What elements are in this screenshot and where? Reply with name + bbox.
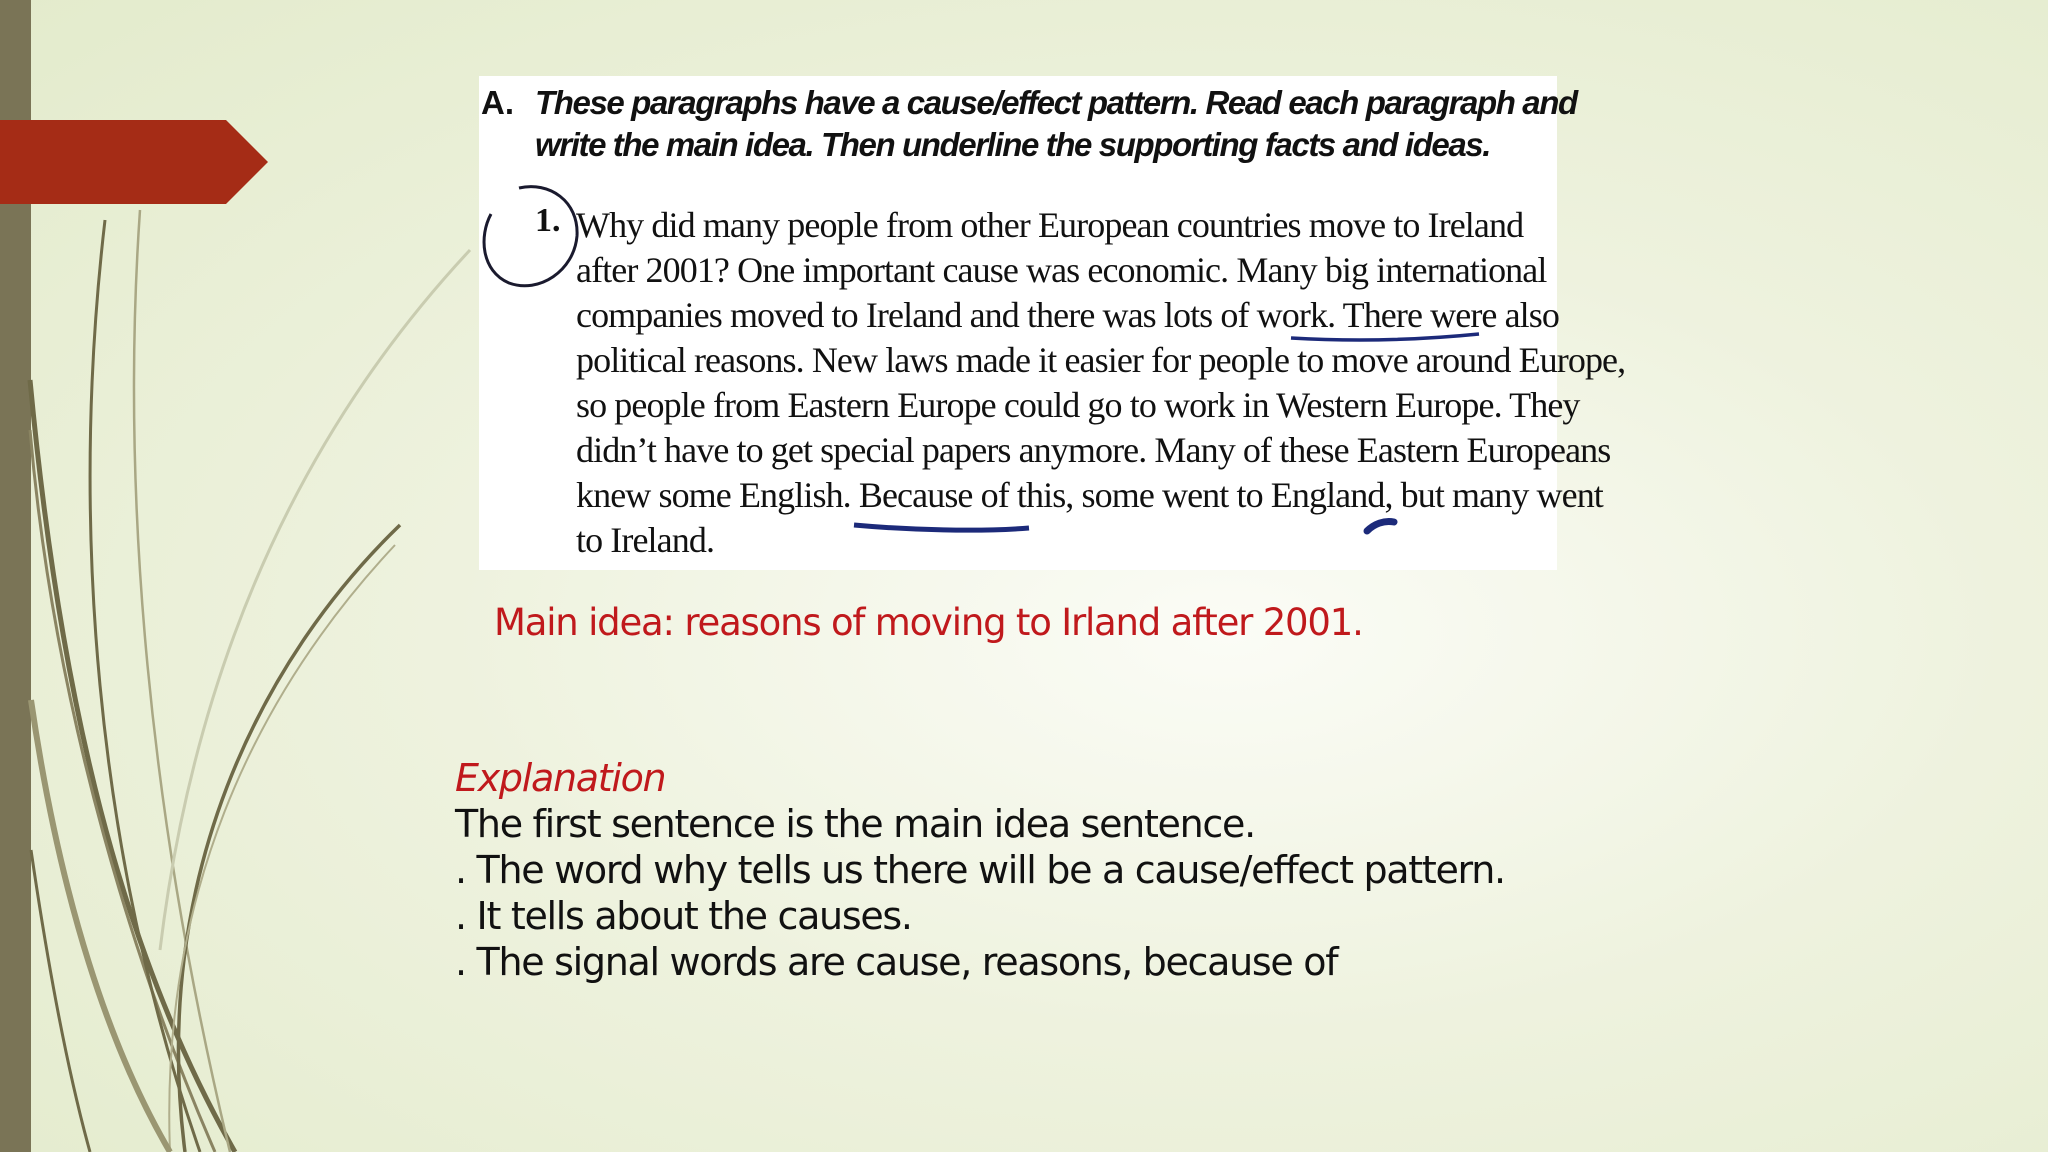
exercise-scan-image	[479, 76, 1626, 570]
paragraph-line: to Ireland.	[576, 520, 715, 560]
circle-mark-icon	[484, 187, 577, 286]
paragraph-line: didn’t have to get special papers anymore. Many of these Eastern Europeans	[576, 430, 1611, 470]
explanation-line: The first sentence is the main idea sentence.	[455, 802, 1255, 846]
exercise-instruction-line-1: These paragraphs have a cause/effect pattern. Read each paragraph and	[535, 84, 1577, 121]
explanation-title: Explanation	[455, 756, 666, 800]
paragraph-line: companies moved to Ireland and there was lots of work. There were also	[576, 295, 1559, 335]
underline-mark-icon	[1291, 334, 1479, 340]
paragraph-line: knew some English. Because of this, some went to England, but many went	[576, 475, 1603, 515]
exercise-label: A.	[481, 84, 514, 121]
explanation-line: . It tells about the causes.	[455, 894, 912, 938]
arrow-tab-icon	[0, 120, 268, 204]
underline-mark-icon	[854, 525, 1029, 530]
item-number: 1.	[535, 202, 561, 239]
main-idea-text: Main idea: reasons of moving to Irland after 2001.	[494, 601, 1363, 644]
paragraph-line: Why did many people from other European countries move to Ireland	[576, 205, 1524, 245]
paragraph-line: political reasons. New laws made it easier for people to move around Europe,	[576, 340, 1626, 380]
explanation-line: . The word why tells us there will be a cause/effect pattern.	[455, 848, 1505, 892]
ink-annotations	[479, 76, 1557, 570]
paragraph-line: after 2001? One important cause was economic. Many big international	[576, 250, 1547, 290]
paragraph-line: so people from Eastern Europe could go to work in Western Europe. They	[576, 385, 1580, 425]
exercise-instruction-line-2: write the main idea. Then underline the supporting facts and ideas.	[535, 126, 1491, 163]
ink-dot-icon	[1367, 521, 1394, 531]
explanation-line: . The signal words are cause, reasons, because of	[455, 940, 1338, 984]
